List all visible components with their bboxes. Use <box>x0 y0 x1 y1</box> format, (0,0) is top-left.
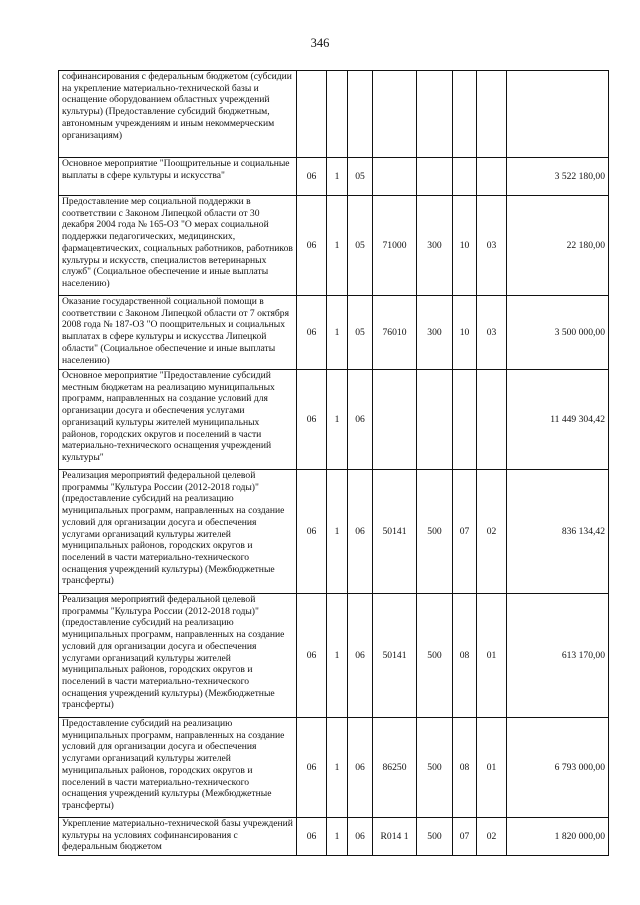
subsection-cell: 02 <box>477 470 507 594</box>
subprogram-code-cell: 1 <box>327 158 348 196</box>
program-code-cell: 06 <box>297 196 327 296</box>
subprogram-code-cell: 1 <box>327 196 348 296</box>
section-cell: 07 <box>453 818 477 856</box>
subprogram-code-cell: 1 <box>327 370 348 470</box>
amount-cell: 6 793 000,00 <box>507 718 609 818</box>
event-code-cell: 06 <box>348 718 373 818</box>
amount-cell: 613 170,00 <box>507 594 609 718</box>
row-name-cell: софинансирования с федеральным бюджетом (субсидии на укрепление материально-технической базы и оснащение оборудованием областных учреждений культуры) (Предоставление субсидий бюджетным, автономным учреждениям и иным некоммерческим организациям) <box>59 71 297 158</box>
direction-code-cell: 76010 <box>373 296 417 370</box>
row-name-cell: Укрепление материально-технической базы учреждений культуры на условиях софинансирования с федеральным бюджетом <box>59 818 297 856</box>
budget-table-body <box>59 71 609 856</box>
section-cell <box>453 370 477 470</box>
direction-code-cell: 50141 <box>373 594 417 718</box>
direction-code-cell <box>373 71 417 158</box>
direction-code-cell: 86250 <box>373 718 417 818</box>
table-row <box>59 196 609 296</box>
section-cell: 10 <box>453 296 477 370</box>
table-row <box>59 71 609 158</box>
subprogram-code-cell: 1 <box>327 296 348 370</box>
subsection-cell <box>477 158 507 196</box>
subprogram-code-cell: 1 <box>327 470 348 594</box>
table-row <box>59 718 609 818</box>
expense-type-cell: 300 <box>417 196 453 296</box>
program-code-cell <box>297 71 327 158</box>
event-code-cell: 06 <box>348 470 373 594</box>
row-name-cell: Оказание государственной социальной помощи в соответствии с Законом Липецкой области от 7 октября 2008 года № 187-ОЗ "О поощрительных и социальных выплатах в сфере культуры и искусства Липецкой области" (Социальное обеспечение и иные выплаты населению) <box>59 296 297 370</box>
row-name-cell: Предоставление субсидий на реализацию муниципальных программ, направленных на создание условий для организации досуга и обеспечения услугами организаций культуры жителей муниципальных районов, городских округов и поселений в части материально-технического оснащения учреждений культуры (Межбюджетные трансферты) <box>59 718 297 818</box>
event-code-cell: 06 <box>348 370 373 470</box>
direction-code-cell: 71000 <box>373 196 417 296</box>
event-code-cell: 06 <box>348 818 373 856</box>
row-name-cell: Основное мероприятие "Поощрительные и социальные выплаты в сфере культуры и искусства" <box>59 158 297 196</box>
amount-cell: 1 820 000,00 <box>507 818 609 856</box>
program-code-cell: 06 <box>297 470 327 594</box>
amount-cell <box>507 71 609 158</box>
row-name-cell: Основное мероприятие "Предоставление субсидий местным бюджетам на реализацию муниципальных программ, направленных на создание условий для организации досуга и обеспечения услугами организаций культуры жителей муниципальных районов, городских округов и поселений в части материально-технического оснащения учреждений культуры" <box>59 370 297 470</box>
table-row <box>59 370 609 470</box>
expense-type-cell: 500 <box>417 470 453 594</box>
row-name-cell: Реализация мероприятий федеральной целевой программы "Культура России (2012-2018 годы)" (предоставление субсидий на реализацию муниципальных программ, направленных на создание условий для организации досуга и обеспечения услугами организаций культуры жителей муниципальных районов, городских округов и поселений в части материально-технического оснащения учреждений культуры) (Межбюджетные трансферты) <box>59 470 297 594</box>
amount-cell: 3 500 000,00 <box>507 296 609 370</box>
expense-type-cell <box>417 370 453 470</box>
direction-code-cell <box>373 370 417 470</box>
row-name-cell: Реализация мероприятий федеральной целевой программы "Культура России (2012-2018 годы)" (предоставление субсидий на реализацию муниципальных программ, направленных на создание условий для организации досуга и обеспечения услугами организаций культуры жителей муниципальных районов, городских округов и поселений в части материально-технического оснащения учреждений культуры) (Межбюджетные трансферты) <box>59 594 297 718</box>
subsection-cell <box>477 71 507 158</box>
section-cell: 08 <box>453 594 477 718</box>
event-code-cell: 06 <box>348 594 373 718</box>
subprogram-code-cell: 1 <box>327 718 348 818</box>
subsection-cell <box>477 370 507 470</box>
subprogram-code-cell <box>327 71 348 158</box>
amount-cell: 836 134,42 <box>507 470 609 594</box>
subsection-cell: 03 <box>477 296 507 370</box>
section-cell: 07 <box>453 470 477 594</box>
event-code-cell: 05 <box>348 158 373 196</box>
subsection-cell: 02 <box>477 818 507 856</box>
section-cell <box>453 158 477 196</box>
expense-type-cell: 500 <box>417 594 453 718</box>
budget-table <box>58 70 609 856</box>
table-row <box>59 818 609 856</box>
subprogram-code-cell: 1 <box>327 818 348 856</box>
expense-type-cell <box>417 71 453 158</box>
event-code-cell: 05 <box>348 196 373 296</box>
expense-type-cell <box>417 158 453 196</box>
subsection-cell: 01 <box>477 718 507 818</box>
table-row <box>59 470 609 594</box>
program-code-cell: 06 <box>297 296 327 370</box>
section-cell <box>453 71 477 158</box>
event-code-cell: 05 <box>348 296 373 370</box>
direction-code-cell: 50141 <box>373 470 417 594</box>
direction-code-cell: R014 1 <box>373 818 417 856</box>
amount-cell: 22 180,00 <box>507 196 609 296</box>
section-cell: 10 <box>453 196 477 296</box>
amount-cell: 11 449 304,42 <box>507 370 609 470</box>
program-code-cell: 06 <box>297 158 327 196</box>
row-name-cell: Предоставление мер социальной поддержки в соответствии с Законом Липецкой области от 30 декабря 2004 года № 165-ОЗ "О мерах социальной поддержки педагогических, медицинских, фармацевтических, социальных работников, работников культуры и искусств, специалистов ветеринарных служб" (Социальное обеспечение и иные выплаты населению) <box>59 196 297 296</box>
page-number: 346 <box>310 36 330 50</box>
table-row <box>59 594 609 718</box>
program-code-cell: 06 <box>297 370 327 470</box>
program-code-cell: 06 <box>297 718 327 818</box>
program-code-cell: 06 <box>297 594 327 718</box>
amount-cell: 3 522 180,00 <box>507 158 609 196</box>
table-row <box>59 296 609 370</box>
section-cell: 08 <box>453 718 477 818</box>
expense-type-cell: 300 <box>417 296 453 370</box>
subprogram-code-cell: 1 <box>327 594 348 718</box>
direction-code-cell <box>373 158 417 196</box>
expense-type-cell: 500 <box>417 718 453 818</box>
subsection-cell: 03 <box>477 196 507 296</box>
table-row <box>59 158 609 196</box>
event-code-cell <box>348 71 373 158</box>
program-code-cell: 06 <box>297 818 327 856</box>
expense-type-cell: 500 <box>417 818 453 856</box>
subsection-cell: 01 <box>477 594 507 718</box>
